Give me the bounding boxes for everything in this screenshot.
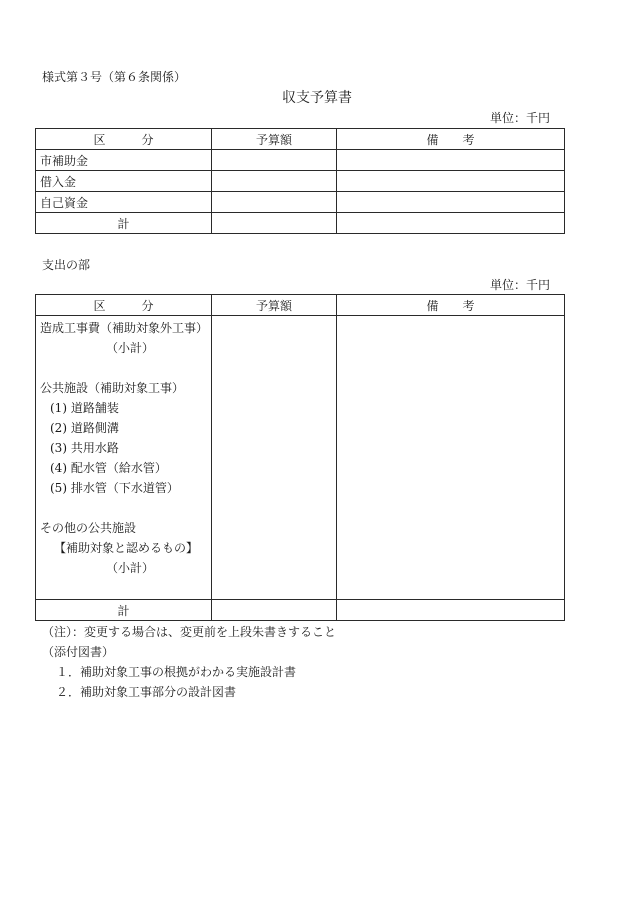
expense-remarks-cell[interactable] bbox=[337, 316, 565, 600]
attachment-item-2: ２．補助対象工事部分の設計図書 bbox=[56, 685, 237, 699]
expense-line-spacer bbox=[40, 498, 207, 518]
income-header-row bbox=[36, 129, 565, 150]
expense-body-row bbox=[36, 316, 565, 600]
expense-unit-label: 単位：千円 bbox=[490, 278, 551, 292]
expense-line-spacer bbox=[40, 358, 207, 378]
income-row-loan: 借入金 bbox=[36, 171, 212, 192]
attachments-label: （添付図書） bbox=[42, 645, 115, 659]
expense-line-non-subsidized-works: 造成工事費（補助対象外工事） bbox=[40, 321, 209, 335]
expense-line-road-paving: (1) 道路舗装 bbox=[50, 401, 119, 415]
income-row-city-subsidy: 市補助金 bbox=[36, 150, 212, 171]
expense-total-label: 計 bbox=[36, 600, 212, 621]
income-remarks-cell[interactable] bbox=[337, 150, 565, 171]
change-note: （注）：変更する場合は、変更前を上段朱書きすること bbox=[42, 625, 337, 639]
income-total-remarks-cell[interactable] bbox=[337, 213, 565, 234]
expense-category-cell bbox=[36, 316, 212, 600]
expense-line-shared-waterway: (3) 共用水路 bbox=[50, 441, 119, 455]
expense-total-remarks-cell[interactable] bbox=[337, 600, 565, 621]
income-budget-cell[interactable] bbox=[212, 192, 337, 213]
income-table bbox=[35, 128, 565, 234]
expense-header-budget: 予算額 bbox=[212, 295, 337, 316]
table-row bbox=[36, 192, 565, 213]
expense-header-category: 区 分 bbox=[36, 295, 212, 316]
income-remarks-cell[interactable] bbox=[337, 192, 565, 213]
expense-table bbox=[35, 294, 565, 621]
expense-line-subtotal: （小計） bbox=[106, 561, 155, 575]
expense-section-label: 支出の部 bbox=[42, 258, 91, 272]
expense-total-row bbox=[36, 600, 565, 621]
expense-line-drain-pipe: (5) 排水管（下水道管） bbox=[50, 481, 179, 495]
expense-line-water-pipe: (4) 配水管（給水管） bbox=[50, 461, 167, 475]
expense-line-recognized-subsidized: 【補助対象と認めるもの】 bbox=[54, 541, 199, 555]
table-row bbox=[36, 171, 565, 192]
income-header-remarks: 備 考 bbox=[337, 129, 565, 150]
expense-line-other-public-facilities: その他の公共施設 bbox=[40, 521, 137, 535]
attachment-item-1: １．補助対象工事の根拠がわかる実施設計書 bbox=[56, 665, 297, 679]
table-row bbox=[36, 150, 565, 171]
income-header-budget: 予算額 bbox=[212, 129, 337, 150]
document-title: 収支予算書 bbox=[282, 90, 352, 106]
expense-budget-cell[interactable] bbox=[212, 316, 337, 600]
income-budget-cell[interactable] bbox=[212, 150, 337, 171]
income-remarks-cell[interactable] bbox=[337, 171, 565, 192]
expense-total-budget-cell[interactable] bbox=[212, 600, 337, 621]
income-header-category: 区 分 bbox=[36, 129, 212, 150]
income-unit-label: 単位：千円 bbox=[490, 111, 551, 125]
expense-line-road-gutter: (2) 道路側溝 bbox=[50, 421, 119, 435]
expense-line-subtotal: （小計） bbox=[106, 341, 155, 355]
expense-line-public-facilities: 公共施設（補助対象工事） bbox=[40, 381, 185, 395]
income-budget-cell[interactable] bbox=[212, 171, 337, 192]
expense-header-remarks: 備 考 bbox=[337, 295, 565, 316]
income-total-budget-cell[interactable] bbox=[212, 213, 337, 234]
form-number: 様式第３号（第６条関係） bbox=[42, 70, 187, 84]
income-total-row bbox=[36, 213, 565, 234]
income-row-own-funds: 自己資金 bbox=[36, 192, 212, 213]
expense-header-row bbox=[36, 295, 565, 316]
income-total-label: 計 bbox=[36, 213, 212, 234]
